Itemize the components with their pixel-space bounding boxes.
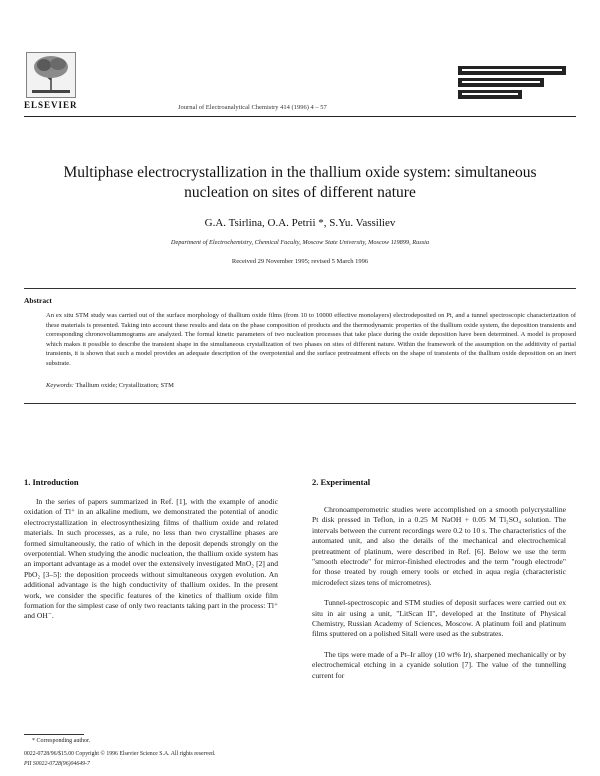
author-affiliation: Department of Electrochemistry, Chemical Faculty, Moscow State University, Moscow 119899, Russia bbox=[170, 239, 430, 246]
header-rule bbox=[24, 116, 576, 117]
paragraph: The tips were made of a Pt–Ir alloy (10 wt% Ir), sharpened mechanically or by electrochemical etching in a cyanide solution [7]. The value of the tunnelling current for bbox=[312, 649, 566, 680]
article-authors: G.A. Tsirlina, O.A. Petrii *, S.Yu. Vassiliev bbox=[204, 217, 396, 229]
received-dates: Received 29 November 1995; revised 5 March 1996 bbox=[231, 258, 369, 265]
abstract-text: An ex situ STM study was carried out of the surface morphology of thallium oxide films (from 10 to 10000 effective monolayers) electrodeposited on Pt, and a tunnel spectroscopic characterization of these materials is presented. Taking into account these results and data on the phase composition of products and the thermodynamic properties of the thallium oxide system, the deposition transients and corresponding chronovoltammograms are analyzed. The formal kinetic parameters of two nucleation processes that take place during the oxide deposition have been determined. A model is proposed which makes it possible to describe the transient shape in the simultaneous crystallization of two phases on sites of different nature. Within the framework of the assumption on the additivity of partial transients, it is shown that such a model provides an adequate description of the overpotential and the surface pretreatment effects on the shape of transients of the thallium oxide deposition on an inert substrate. bbox=[46, 312, 576, 367]
keywords-line bbox=[46, 382, 174, 389]
paragraph: Tunnel-spectroscopic and STM studies of deposit surfaces were carried out ex situ in air using a unit, "LitScan II", developed at the Institute of Physical Chemistry, Russian Academy of Sciences, Moscow. A platinum foil and platinum films sputtered on a polished Sitall were used as the substrates. bbox=[312, 598, 566, 639]
experimental-text bbox=[312, 505, 566, 691]
paragraph: Chronoamperometric studies were accomplished on a smooth polycrystalline Pt disk pressed in Teflon, in a 0.25 M NaOH + 0.05 M Tl₂SO₄ solution. The intervals between the current recordings were 0.2 to 10 s. The characteristics of the automated unit, and also the details of the mechanical and electrochemical pretreatment of platinum, were described in Ref. [6]. Below we use the term "smooth electrode" for mirror-finished electrodes and the term "rough electrode" for those treated by rough emery tools or etched in aqua regia (characteristic microdefect sizes tens of micrometres). bbox=[312, 505, 566, 587]
corresponding-author-footnote: * Corresponding author. bbox=[32, 738, 91, 744]
publisher-name: ELSEVIER bbox=[24, 100, 78, 110]
copyright-line: 0022-0728/96/$15.00 Copyright © 1996 Elsevier Science S.A. All rights reserved. bbox=[24, 751, 216, 757]
introduction-text bbox=[24, 497, 278, 632]
pii-line: PII S0022-0728(96)04649-7 bbox=[24, 761, 90, 767]
footnote-rule bbox=[24, 734, 84, 735]
keywords-label: Keywords: bbox=[46, 382, 74, 389]
section-heading-experimental: 2. Experimental bbox=[312, 477, 371, 487]
journal-logo bbox=[456, 64, 568, 102]
abstract-top-rule bbox=[24, 288, 576, 289]
article-title: Multiphase electrocrystallization in the thallium oxide system: simultaneous nucleation on sites of different nature bbox=[63, 164, 537, 201]
abstract-heading: Abstract bbox=[24, 296, 52, 305]
abstract-bottom-rule bbox=[24, 403, 576, 404]
journal-citation: Journal of Electroanalytical Chemistry 414 (1996) 4 – 57 bbox=[178, 104, 327, 111]
keywords-text: Thallium oxide; Crystallization; STM bbox=[75, 382, 174, 389]
section-heading-introduction: 1. Introduction bbox=[24, 477, 79, 487]
paragraph: In the series of papers summarized in Ref. [1], with the example of anodic oxidation of Tl⁺ in an alkaline medium, we demonstrated the potential of anodic electrocrystallization in electrosynthesizing films of thallium oxide and related materials. In such processes, as a rule, no less than two crystalline phases are formed simultaneously, the ratio of which in the deposit depends strongly on the overpotential. When studying the anodic nucleation, the thallium oxide system has an important advantage as a model over the extensively investigated MnO₂ [2] and PbO₂ [3–5]: the deposition proceeds without simultaneous oxygen evolution. An additional advantage is the high conductivity of thallium oxides. In the present work, we consider the specific features of the kinetics of thallium oxide film formation for the simplest case of only two reactants taking part in the process: Tl⁺ and OH⁻. bbox=[24, 497, 278, 621]
elsevier-tree-logo bbox=[26, 52, 76, 98]
